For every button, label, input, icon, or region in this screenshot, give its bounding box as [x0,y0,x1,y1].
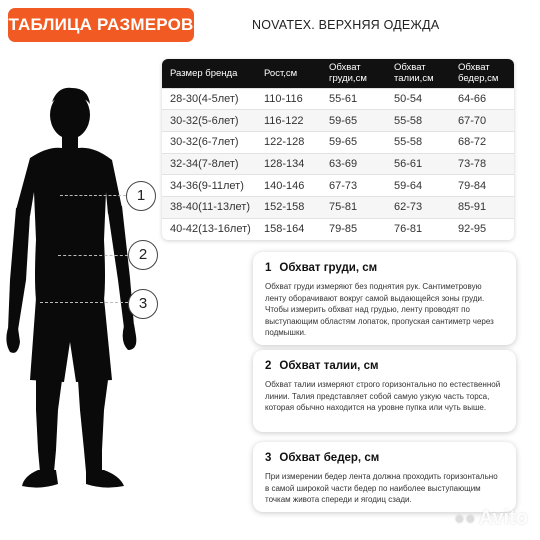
chest-card-number: 1 [265,262,272,274]
table-header-row [162,59,514,88]
table-cell: 62-73 [394,201,423,214]
header-chest: Обхват груди,см [329,62,367,85]
hips-card-heading: Обхват бедер, см [279,452,380,464]
table-cell: 40-42(13-16лет) [170,223,251,236]
table-row [162,196,514,218]
header-height: Рост,см [264,67,298,79]
table-cell: 32-34(7-8лет) [170,157,239,170]
table-cell: 30-32(5-6лет) [170,114,239,127]
table-cell: 59-64 [394,179,423,192]
table-cell: 122-128 [264,136,305,149]
table-cell: 92-95 [458,223,487,236]
hips-card-number: 3 [265,452,272,464]
table-cell: 76-81 [394,223,423,236]
table-cell: 67-73 [329,179,358,192]
table-cell: 116-122 [264,114,304,127]
waist-card-title [265,360,504,372]
table-cell: 63-69 [329,157,358,170]
table-cell: 38-40(11-13лет) [170,201,250,214]
chest-card-title [265,262,504,274]
table-cell: 67-70 [458,114,487,127]
table-cell: 34-36(9-11лет) [170,179,244,192]
table-cell: 28-30(4-5лет) [170,92,239,105]
size-chart-badge: ТАБЛИЦА РАЗМЕРОВ [8,8,194,42]
table-row [162,110,514,132]
header-hips: Обхват бедер,см [458,62,499,85]
waist-card [253,350,516,432]
chest-card-heading: Обхват груди, см [279,262,378,274]
waist-guide-line [58,255,128,256]
table-cell: 75-81 [329,201,358,214]
avito-watermark [454,507,528,530]
header-size: Размер бренда [170,67,238,79]
table-cell: 56-61 [394,157,423,170]
table-row [162,88,514,110]
waist-card-heading: Обхват талии, см [279,360,379,372]
table-cell: 30-32(6-7лет) [170,136,239,149]
table-cell: 64-66 [458,92,487,105]
table-cell: 79-84 [458,179,487,192]
hips-card [253,442,516,512]
hips-marker: 3 [128,289,158,319]
table-cell: 59-65 [329,114,358,127]
table-cell: 110-116 [264,92,303,105]
table-cell: 140-146 [264,179,305,192]
chest-card [253,252,516,345]
waist-marker: 2 [128,240,158,270]
hips-card-text: При измерении бедер лента должна проходить горизонтально в самой широкой части бедер по наиболее выступающим точкам живота спереди и ягодиц сзади. [265,472,498,504]
brand-title: NOVATEX. ВЕРХНЯЯ ОДЕЖДА [252,18,440,32]
table-row [162,175,514,197]
table-cell: 59-65 [329,136,358,149]
avito-watermark-text: Avito [478,507,528,529]
table-cell: 50-54 [394,92,423,105]
hips-card-title [265,452,504,464]
size-table [162,59,514,240]
avito-logo-icon: ●● [453,508,476,528]
table-cell: 85-91 [458,201,487,214]
table-cell: 158-164 [264,223,305,236]
header-waist: Обхват талии,см [394,62,434,85]
table-cell: 73-78 [458,157,487,170]
waist-card-text: Обхват талии измеряют строго горизонтально по естественной линии. Талия представляет собой самую узкую часть торса, которая обычно находится на уровне пупка или чуть выше. [265,380,501,412]
table-cell: 55-58 [394,136,423,149]
chest-guide-line [60,195,126,196]
waist-card-number: 2 [265,360,272,372]
table-cell: 79-85 [329,223,358,236]
table-row [162,153,514,175]
chest-marker: 1 [126,181,156,211]
hips-guide-line [40,302,128,303]
table-cell: 128-134 [264,157,305,170]
table-row [162,131,514,153]
chest-card-text: Обхват груди измеряют без поднятия рук. Сантиметровую ленту оборачивают вокруг самой выдающейся зоны груди. Чтобы измерить обхват над грудью, ленту проводят по выступающим областям лопаток, пропуская сантиметр через подмышки. [265,282,494,337]
table-cell: 152-158 [264,201,305,214]
table-cell: 55-61 [329,92,358,105]
table-cell: 55-58 [394,114,423,127]
table-cell: 68-72 [458,136,487,149]
table-row [162,218,514,240]
